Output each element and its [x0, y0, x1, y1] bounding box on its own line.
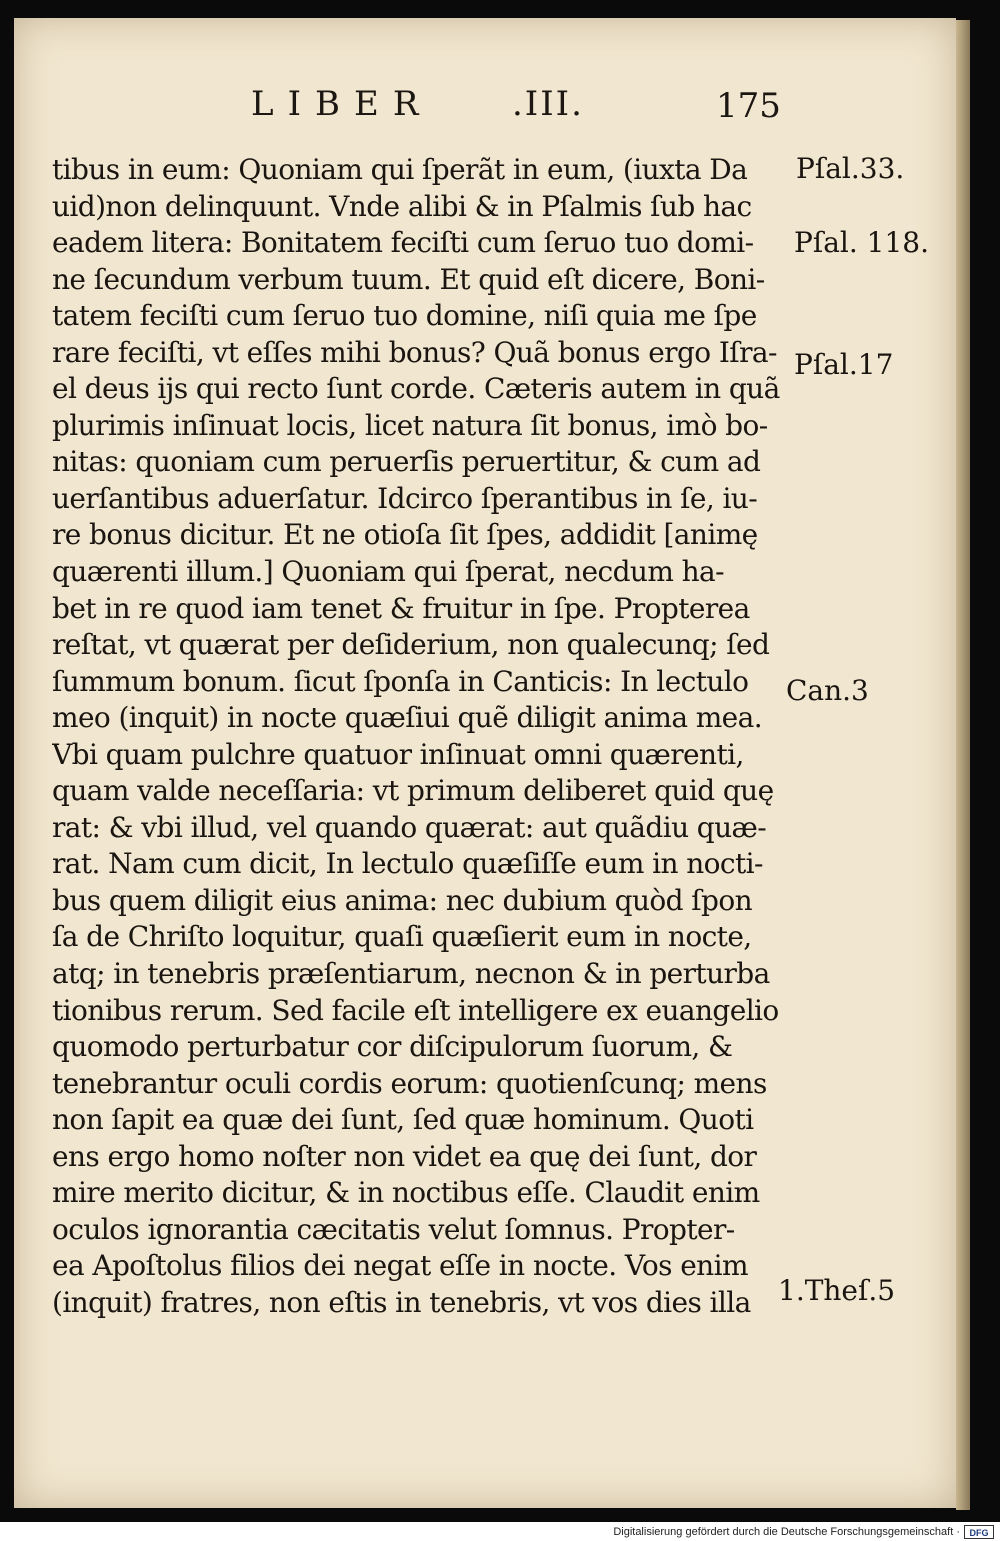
text-line: bus quem diligit eius anima: nec dubium quòd ſpon	[52, 883, 753, 917]
marginal-note-psalm-17: Pſal.17	[794, 348, 894, 381]
text-line: quam valde neceſſaria: vt primum deliberet quid quę	[52, 774, 774, 808]
marginal-note-1-thessalonians-5: 1.Theſ.5	[778, 1274, 896, 1307]
text-line: plurimis inſinuat locis, licet natura ſit bonus, imò bo-	[52, 408, 768, 442]
page-edge	[956, 20, 970, 1510]
text-line: reſtat, vt quærat per deſiderium, non qualecunq; ſed	[52, 628, 770, 662]
text-line: Vbi quam pulchre quatuor inſinuat omni quærenti,	[52, 737, 744, 771]
marginal-note-psalm-33: Pſal.33.	[796, 152, 905, 185]
marginal-note-psalm-118: Pſal. 118.	[794, 226, 929, 259]
text-line: el deus iјs qui recto ſunt corde. Cæteris autem in quã	[52, 372, 780, 406]
text-line: rat: & vbi illud, vel quando quærat: aut quãdiu quæ-	[52, 810, 767, 844]
text-line: ens ergo homo noſter non videt ea quę dei ſunt, dor	[52, 1139, 757, 1173]
text-line: nitas: quoniam cum peruerſis peruertitur, & cum ad	[52, 445, 761, 479]
text-line: tatem feciſti cum ſeruo tuo domine, niſi quia me ſpe	[52, 299, 757, 333]
text-line: ne ſecundum verbum tuum. Et quid eſt dicere, Boni-	[52, 262, 765, 296]
text-line: bet in re quod iam tenet & fruitur in ſpe. Propterea	[52, 591, 750, 625]
marginal-note-canticles-3: Can.3	[786, 674, 869, 707]
running-head-title: LIBER	[251, 84, 433, 124]
running-head	[14, 84, 956, 144]
text-line: eadem litera: Bonitatem feciſti cum ſeruo tuo domi-	[52, 226, 754, 260]
dfg-logo: DFG	[964, 1525, 994, 1539]
text-line: tibus in eum: Quoniam qui ſperãt in eum, (iuxta Da	[52, 153, 748, 186]
text-line: ſummum bonum. ſicut ſponſa in Canticis: In lectulo	[52, 664, 749, 698]
book-page	[14, 18, 956, 1508]
text-line: ſa de Chriſto loquitur, quaſi quæſierit eum in nocte,	[52, 920, 752, 954]
text-line: uerſantibus aduerſatur. Idcirco ſperantibus in ſe, iu-	[52, 481, 758, 515]
digitization-credit: Digitalisierung gefördert durch die Deutsche Forschungsgemeinschaft ·	[613, 1526, 960, 1538]
text-line: rat. Nam cum dicit, In lectulo quæſiſſe eum in nocti-	[52, 847, 763, 881]
text-line: atq; in tenebris præſentiarum, necnon & in perturba	[52, 957, 770, 991]
text-line: non ſapit ea quæ dei ſunt, ſed quæ hominum. Quoti	[52, 1103, 754, 1137]
text-line: mire merito dicitur, & in noctibus eſſe. Claudit enim	[52, 1176, 760, 1210]
text-line: ea Apoſtolus filios dei negat eſſe in nocte. Vos enim	[52, 1249, 748, 1283]
text-line: tenebrantur oculi cordis eorum: quotienſcunq; mens	[52, 1066, 767, 1100]
text-line: (inquit) fratres, non eſtis in tenebris, vt vos dies illa	[52, 1285, 751, 1319]
running-head-book-number: .III.	[512, 84, 584, 124]
text-line: quærenti illum.] Quoniam qui ſperat, necdum ha-	[52, 555, 725, 589]
text-line: re bonus dicitur. Et ne otioſa ſit ſpes, addidit [animę	[52, 518, 758, 552]
text-line: uid)non delinquunt. Vnde alibi & in Pſalmis ſub hac	[52, 189, 752, 223]
text-line: oculos ignorantia cæcitatis velut ſomnus. Propter-	[52, 1212, 735, 1246]
text-line: quomodo perturbatur cor diſcipulorum ſuorum, &	[52, 1030, 733, 1064]
body-text	[52, 152, 812, 1322]
text-line: tionibus rerum. Sed facile eſt intelligere ex euangelio	[52, 993, 779, 1027]
folio-number: 175	[716, 86, 781, 126]
text-line: rare feciſti, vt eſſes mihi bonus? Quã bonus ergo Iſra-	[52, 335, 777, 369]
text-line: meo (inquit) in nocte quæſiui quẽ diligit anima mea.	[52, 701, 763, 735]
